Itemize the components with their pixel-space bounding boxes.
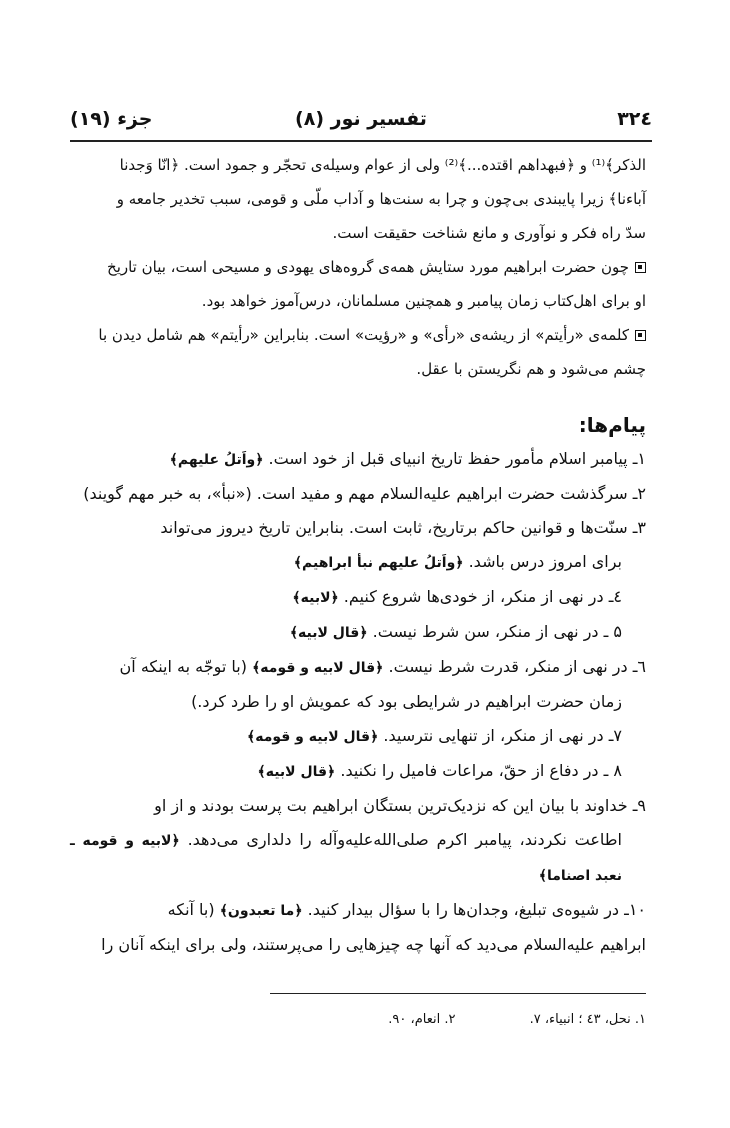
message-line: ۲ـ سرگذشت حضرت ابراهیم‌ علیه‌السلام مهم و مفید است. («نبأ»، به خبر مهم گویند) [83, 484, 646, 503]
section-title: پیام‌ها: [578, 413, 646, 437]
quran-quote: ﴿ما تعبدون﴾ [219, 903, 303, 919]
intro-line: الذکر﴾⁽¹⁾ و ﴿فبهداهم اقتده...﴾⁽²⁾ ولی از عوام وسیله‌ی تحجّر و جمود است. ﴿انّا وَجدنا [119, 156, 646, 174]
quran-quote: ﴿واَتلُ علیهم نبأ ابراهیم﴾ [293, 555, 464, 571]
message-line: ۹ـ خداوند با بیان این که نزدیک‌ترین بستگان ابراهیم بت پرست بودند و از او [154, 796, 646, 815]
message-line: ۸ ـ در دفاع از حقّ، مراعات فامیل را نکنید. ﴿قال لابیه﴾ [257, 761, 622, 780]
page-number: ۳۲٤ [617, 108, 652, 130]
header-divider [70, 140, 652, 142]
message-line: ۷ـ در نهی از منکر، از تنهایی نترسید. ﴿قال لابیه و قومه﴾ [247, 726, 622, 745]
footnote-1: ۱. نحل، ٤۳ ؛ انبیاء، ۷. [529, 1012, 646, 1027]
page-body [70, 148, 646, 962]
message-line: ۱ـ پیامبر اسلام مأمور حفظ تاریخ انبیای قبل از خود است. ﴿واَتلُ علیهم﴾ [169, 449, 646, 468]
message-line-continued: اطاعت نکردند، پیامبر اکرم‌ صلی‌الله‌علیه‌وآله را دلداری می‌دهد. ﴿لابیه و قومه ـ نعبد اصناما﴾ [70, 830, 622, 884]
footnotes [70, 1012, 646, 1027]
intro-line: آباءنا﴾ زیرا پایبندی بی‌چون و چرا به سنت‌ها و آداب ملّی و قومی، سبب تخدیر جامعه و [116, 190, 646, 208]
footnote-divider [270, 993, 646, 994]
message-line: ۱۰ـ در شیوه‌ی تبلیغ، وجدان‌ها را با سؤال بیدار کنید. ﴿ما تعبدون﴾ (با آنکه [167, 900, 646, 919]
quran-quote: ﴿واَتلُ علیهم﴾ [169, 452, 264, 468]
quran-quote: ﴿قال لابیه﴾ [289, 625, 368, 641]
message-line-continued: برای امروز درس باشد. ﴿واَتلُ علیهم نبأ ابراهیم﴾ [293, 552, 622, 571]
quran-quote: ﴿لابیه﴾ [292, 590, 339, 606]
footnote-2: ۲. انعام، ۹۰. [388, 1012, 456, 1027]
bullet-text: او برای اهل‌کتاب زمان پیامبر و همچنین مسلمانان، درس‌آموز خواهد بود. [201, 292, 646, 310]
bullet-text: کلمه‌ی «رأیتم» از ریشه‌ی «رأی» و «رؤیت» است. بنابراین «رأیتم» هم شامل دیدن با [98, 326, 629, 344]
square-bullet-icon [635, 330, 646, 341]
message-line-continued: ابراهیم‌ علیه‌السلام می‌دید که آنها چه چیزهایی را می‌پرستند، ولی برای اینکه آنان را [101, 935, 646, 954]
message-line: ۳ـ سنّت‌ها و قوانین حاکم برتاریخ، ثابت است. بنابراین تاریخ دیروز می‌تواند [160, 518, 646, 537]
bullet-point [70, 318, 646, 352]
message-line-continued: زمان حضرت ابراهیم در شرایطی بود که عمویش او را طرد کرد.) [191, 692, 622, 711]
message-line: ٤ـ در نهی از منکر، از خودی‌ها شروع کنیم. ﴿لابیه﴾ [292, 587, 622, 606]
square-bullet-icon [635, 262, 646, 273]
intro-line: سدّ راه فکر و نوآوری و مانع شناخت حقیقت است. [332, 224, 646, 242]
page-header [70, 108, 652, 142]
quran-quote: ﴿قال لابیه﴾ [257, 764, 336, 780]
bullet-text: چشم می‌شود و هم نگریستن با عقل. [416, 360, 646, 378]
message-line: ٦ـ در نهی از منکر، قدرت شرط نیست. ﴿قال لابیه و قومه﴾ (با توجّه به اینکه آن [119, 657, 646, 676]
bullet-point-continued [70, 284, 646, 318]
quran-quote: ﴿لابیه و قومه ـ نعبد اصناما﴾ [70, 833, 622, 884]
running-title: تفسیر نور (۸) [295, 108, 427, 130]
bullet-text: چون حضرت ابراهیم مورد ستایش همه‌ی گروه‌های یهودی و مسیحی است، بیان تاریخ [107, 258, 629, 276]
bullet-point-continued [70, 352, 646, 386]
quran-quote: ﴿قال لابیه و قومه﴾ [252, 660, 384, 676]
bullet-point [70, 250, 646, 284]
part-label: جزء (۱۹) [70, 108, 153, 130]
quran-quote: ﴿قال لابیه و قومه﴾ [247, 729, 379, 745]
message-line: ۵ ـ در نهی از منکر، سن شرط نیست. ﴿قال لابیه﴾ [289, 622, 622, 641]
